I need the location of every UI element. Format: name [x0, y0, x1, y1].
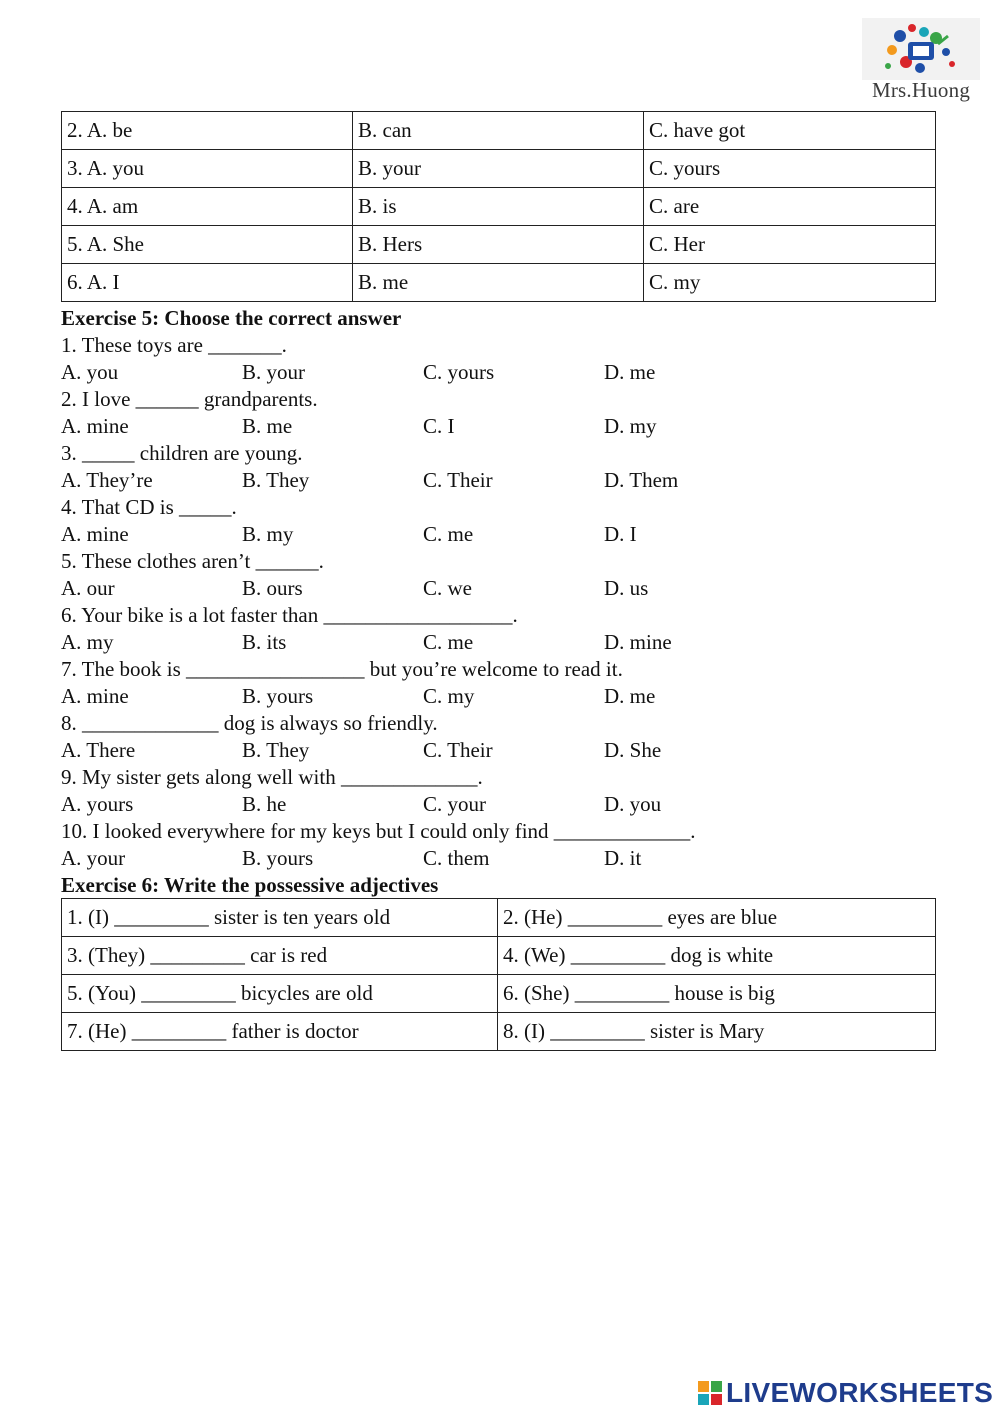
liveworksheets-logo [698, 1378, 993, 1408]
answer-option[interactable]: B. my [242, 522, 294, 546]
fill-in-cell[interactable]: 1. (I) _________ sister is ten years old [62, 899, 498, 937]
answer-option[interactable]: A. mine [61, 684, 129, 708]
table-row [62, 226, 936, 264]
answer-option[interactable]: D. us [604, 576, 649, 600]
answer-option[interactable]: D. it [604, 846, 642, 870]
answer-option[interactable]: C. them [423, 846, 490, 870]
table-cell: B. can [353, 112, 644, 150]
question-text: 6. Your bike is a lot faster than __________________. [61, 603, 518, 627]
table-row [62, 112, 936, 150]
exercise4-options-table [61, 111, 936, 302]
answer-option[interactable]: C. Their [423, 738, 493, 762]
answer-option[interactable]: D. She [604, 738, 662, 762]
answer-option[interactable]: B. yours [242, 846, 314, 870]
fill-in-cell[interactable]: 8. (I) _________ sister is Mary [498, 1013, 936, 1051]
liveworksheets-text: LIVEWORKSHEETS [726, 1377, 994, 1408]
liveworksheets-badge-icon [698, 1381, 722, 1405]
fill-in-cell[interactable]: 7. (He) _________ father is doctor [62, 1013, 498, 1051]
answer-option[interactable]: B. They [242, 738, 310, 762]
exercise5-title: Exercise 5: Choose the correct answer [61, 306, 402, 330]
fill-in-cell[interactable]: 5. (You) _________ bicycles are old [62, 975, 498, 1013]
fill-in-cell[interactable]: 3. (They) _________ car is red [62, 937, 498, 975]
answer-option[interactable]: A. They’re [61, 468, 153, 492]
table-cell: C. yours [644, 150, 936, 188]
table-cell: B. your [353, 150, 644, 188]
answer-option[interactable]: A. you [61, 360, 119, 384]
table-cell: 3. A. you [62, 150, 353, 188]
answer-option[interactable]: C. yours [423, 360, 495, 384]
answer-option[interactable]: D. you [604, 792, 662, 816]
answer-option[interactable]: C. we [423, 576, 472, 600]
answer-option[interactable]: C. me [423, 630, 474, 654]
answer-option[interactable]: B. your [242, 360, 305, 384]
table-row [62, 1013, 936, 1051]
answer-option[interactable]: D. me [604, 360, 656, 384]
question-text: 3. _____ children are young. [61, 441, 303, 465]
answer-option[interactable]: D. Them [604, 468, 679, 492]
answer-option[interactable]: C. your [423, 792, 486, 816]
fill-in-cell[interactable]: 2. (He) _________ eyes are blue [498, 899, 936, 937]
question-text: 7. The book is _________________ but you’re welcome to read it. [61, 657, 623, 681]
table-row [62, 975, 936, 1013]
answer-option[interactable]: D. mine [604, 630, 672, 654]
exercise6-title: Exercise 6: Write the possessive adjectives [61, 873, 439, 897]
table-cell: C. Her [644, 226, 936, 264]
fill-in-cell[interactable]: 6. (She) _________ house is big [498, 975, 936, 1013]
exercise6-table [61, 898, 936, 1051]
answer-option[interactable]: A. mine [61, 414, 129, 438]
answer-option[interactable]: D. I [604, 522, 637, 546]
mrs-huong-logo [862, 18, 980, 106]
answer-option[interactable]: A. our [61, 576, 115, 600]
question-text: 10. I looked everywhere for my keys but I could only find _____________. [61, 819, 696, 843]
table-cell: C. are [644, 188, 936, 226]
answer-option[interactable]: C. Their [423, 468, 493, 492]
answer-option[interactable]: A. my [61, 630, 114, 654]
table-cell: B. is [353, 188, 644, 226]
question-text: 9. My sister gets along well with _____________. [61, 765, 483, 789]
question-text: 5. These clothes aren’t ______. [61, 549, 324, 573]
fill-in-cell[interactable]: 4. (We) _________ dog is white [498, 937, 936, 975]
question-text: 8. _____________ dog is always so friendly. [61, 711, 438, 735]
answer-option[interactable]: D. my [604, 414, 657, 438]
answer-option[interactable]: A. mine [61, 522, 129, 546]
answer-option[interactable]: C. me [423, 522, 474, 546]
answer-option[interactable]: B. ours [242, 576, 303, 600]
answer-option[interactable]: B. he [242, 792, 287, 816]
question-text: 4. That CD is _____. [61, 495, 237, 519]
table-cell: B. me [353, 264, 644, 302]
answer-option[interactable]: C. I [423, 414, 455, 438]
table-cell: B. Hers [353, 226, 644, 264]
answer-option[interactable]: B. me [242, 414, 293, 438]
answer-option[interactable]: A. There [61, 738, 136, 762]
logo-text: Mrs.Huong [871, 78, 971, 102]
answer-option[interactable]: A. yours [61, 792, 134, 816]
answer-option[interactable]: B. yours [242, 684, 314, 708]
table-row [62, 188, 936, 226]
answer-option[interactable]: C. my [423, 684, 475, 708]
answer-option[interactable]: D. me [604, 684, 656, 708]
answer-option[interactable]: B. They [242, 468, 310, 492]
question-text: 2. I love ______ grandparents. [61, 387, 318, 411]
table-row [62, 899, 936, 937]
table-row [62, 150, 936, 188]
table-row [62, 264, 936, 302]
table-cell: 5. A. She [62, 226, 353, 264]
table-cell: C. my [644, 264, 936, 302]
table-row [62, 937, 936, 975]
answer-option[interactable]: A. your [61, 846, 126, 870]
table-cell: 4. A. am [62, 188, 353, 226]
answer-option[interactable]: B. its [242, 630, 287, 654]
question-text: 1. These toys are _______. [61, 333, 287, 357]
logo-graphic-icon [862, 18, 980, 80]
table-cell: C. have got [644, 112, 936, 150]
table-cell: 6. A. I [62, 264, 353, 302]
table-cell: 2. A. be [62, 112, 353, 150]
